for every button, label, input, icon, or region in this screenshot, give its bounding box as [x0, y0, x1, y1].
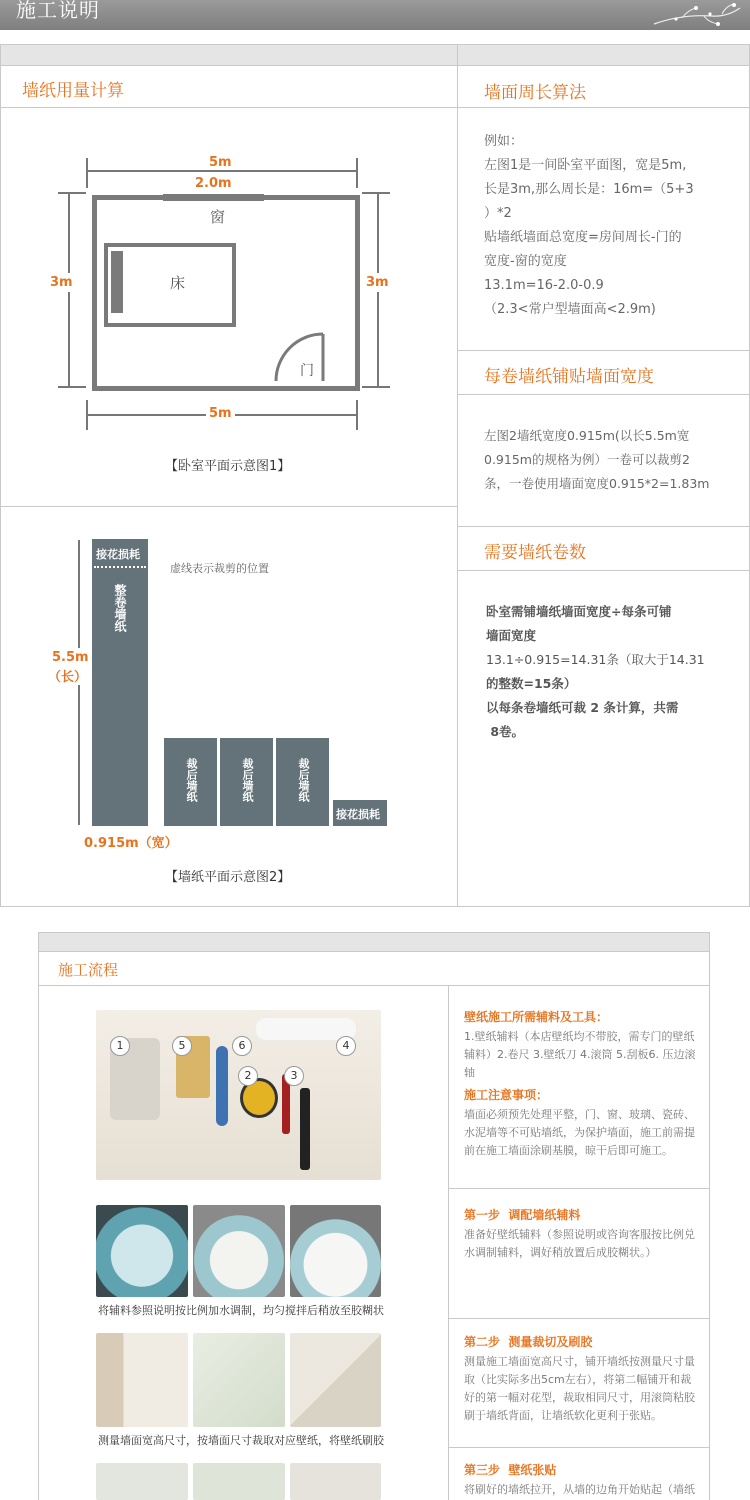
- wallpaper-usage-title: 墙纸用量计算: [22, 81, 124, 101]
- text-line: ）*2: [484, 206, 512, 221]
- text-line: 辅料）2.卷尺 3.壁纸刀 4.滚筒 5.刮板6. 压边滚轴: [464, 1048, 696, 1079]
- branch-ornament-icon: [652, 2, 742, 28]
- cut-strip-3-label: 裁后墙纸: [297, 758, 310, 802]
- full-roll: [92, 539, 148, 826]
- text-line: 贴墙纸墙面总宽度=房间周长-门的: [484, 230, 682, 245]
- loss-top-label: 接花损耗: [96, 548, 140, 561]
- page-title: 施工说明: [16, 0, 100, 22]
- text-line: 例如：: [484, 134, 524, 149]
- cut-strip-2-label: 裁后墙纸: [241, 758, 254, 802]
- text-line: 卧室需铺墙纸墙面宽度÷每条可铺: [486, 604, 672, 619]
- diagram2-caption: 【墙纸平面示意图2】: [165, 870, 291, 885]
- text-line: 好的第一幅对花型，裁取相同尺寸，用滚筒粘胶: [464, 1391, 695, 1404]
- bed-headboard: [111, 251, 123, 313]
- tool-number-6: 6: [232, 1036, 252, 1056]
- right-height-label: 3m: [366, 275, 389, 290]
- roll-count-title: 需要墙纸卷数: [484, 543, 586, 563]
- step3-photo-1: [96, 1463, 188, 1500]
- width-label: 0.915m（宽）: [84, 836, 178, 851]
- step3-photo-2: [193, 1463, 285, 1500]
- length-unit-label: （长）: [48, 666, 87, 685]
- text-line: 0.915m的规格为例）一卷可以裁剪2: [484, 452, 690, 467]
- text-line: 13.1÷0.915=14.31条（取大于14.31: [486, 652, 705, 667]
- length-label: 5.5m: [52, 650, 89, 665]
- roll-width-title: 每卷墙纸铺贴墙面宽度: [484, 367, 654, 387]
- notes-title: 施工注意事项：: [464, 1088, 549, 1102]
- text-line: 左图2墙纸宽度0.915m(以长5.5m宽: [484, 428, 690, 443]
- text-line: 长是3m,那么周长是：16m=（5+3: [484, 182, 694, 197]
- step2-caption: 测量墙面宽高尺寸，按墙面尺寸裁取对应壁纸，将壁纸刷胶: [98, 1434, 384, 1447]
- step3-title: 第三步 壁纸张贴: [464, 1463, 557, 1477]
- cut-strip-1-label: 裁后墙纸: [185, 758, 198, 802]
- cut-dashed-line: [94, 566, 146, 568]
- text-line: 宽度-窗的宽度: [484, 254, 567, 269]
- tool-number-3: 3: [284, 1066, 304, 1086]
- section1-top-band: [0, 45, 750, 65]
- tools-title: 壁纸施工所需辅料及工具：: [464, 1010, 609, 1024]
- tools-description: [464, 1028, 706, 1082]
- text-line: 墙面必须预先处理平整，门、窗、玻璃、瓷砖、: [464, 1108, 695, 1121]
- tool-number-4: 4: [336, 1036, 356, 1056]
- text-line: 条，一卷使用墙面宽度0.915*2=1.83m: [484, 476, 710, 491]
- step1-photo-3: [290, 1205, 381, 1297]
- process-title: 施工流程: [58, 961, 119, 979]
- step2-title: 第二步 测量裁切及刷胶: [464, 1335, 593, 1349]
- text-line: （2.3<常户型墙面高<2.9m): [484, 302, 656, 317]
- text-line: 前在施工墙面涂刷基膜，晾干后即可施工。: [464, 1144, 673, 1157]
- full-roll-label: 整卷墙纸: [113, 584, 127, 632]
- step2-photo-1: [96, 1333, 188, 1427]
- perimeter-method-title: 墙面周长算法: [484, 83, 586, 103]
- text-line: 将刷好的墙纸拉开，从墙的边角开始贴起（墙纸: [464, 1483, 695, 1496]
- text-line: 1.壁纸辅料（本店壁纸均不带胶，需专门的壁纸: [464, 1030, 695, 1043]
- step1-description: [464, 1226, 706, 1262]
- step1-photo-2: [193, 1205, 285, 1297]
- text-line: 的整数=15条）: [486, 676, 577, 691]
- tool-number-1: 1: [110, 1036, 130, 1056]
- text-line: 左图1是一间卧室平面图，宽是5m,: [484, 158, 687, 173]
- step3-photo-3: [290, 1463, 381, 1500]
- step1-caption: 将辅料参照说明按比例加水调制，均匀搅拌后稍放至胶糊状: [98, 1304, 384, 1317]
- text-line: 8卷。: [486, 724, 525, 739]
- step2-description: [464, 1353, 706, 1425]
- text-line: 准备好壁纸辅料（参照说明或咨询客服按比例兑: [464, 1228, 695, 1241]
- window-width-label: 2.0m: [195, 176, 232, 191]
- bed-label: 床: [170, 274, 186, 292]
- header-bar: [0, 0, 750, 30]
- step3-description: [464, 1481, 706, 1499]
- text-line: 以每条卷墙纸可裁 2 条计算，共需: [486, 700, 679, 715]
- window-label: 窗: [210, 208, 226, 226]
- text-line: 测量施工墙面宽高尺寸，铺开墙纸按测量尺寸量: [464, 1355, 695, 1368]
- diagram1-caption: 【卧室平面示意图1】: [165, 459, 291, 474]
- loss-bottom-label: 接花损耗: [336, 808, 380, 821]
- text-line: 水泥墙等不可贴墙纸，为保护墙面，施工前需提: [464, 1126, 695, 1139]
- cut-note: 虚线表示裁剪的位置: [170, 562, 269, 575]
- roller-handle: [300, 1088, 310, 1170]
- step1-title: 第一步 调配墙纸辅料: [464, 1208, 581, 1222]
- door-label: 门: [300, 363, 314, 379]
- seam-roller: [216, 1046, 228, 1126]
- step2-photo-3: [290, 1333, 381, 1427]
- text-line: 取（比实际多出5cm左右），将第二幅铺开和裁: [464, 1373, 692, 1386]
- step1-photo-1: [96, 1205, 188, 1297]
- notes-description: [464, 1106, 706, 1160]
- text-line: 13.1m=16-2.0-0.9: [484, 278, 604, 293]
- bottom-width-label: 5m: [206, 406, 235, 421]
- tool-number-2: 2: [238, 1066, 258, 1086]
- left-height-label: 3m: [50, 275, 73, 290]
- text-line: 水调制辅料，调好稍放置后成胶糊状。）: [464, 1246, 657, 1259]
- section2-top-band: [38, 933, 710, 951]
- perimeter-explanation: [484, 130, 746, 322]
- roll-count-explanation: [486, 600, 748, 744]
- window-marker: [163, 194, 264, 201]
- text-line: 刷于墙纸背面，让墙纸软化更利于张贴。: [464, 1409, 662, 1422]
- text-line: 墙面宽度: [486, 628, 537, 643]
- tool-number-5: 5: [172, 1036, 192, 1056]
- step2-photo-2: [193, 1333, 285, 1427]
- top-width-label: 5m: [206, 155, 235, 170]
- roll-width-explanation: [484, 424, 748, 496]
- tools-photo: [96, 1010, 381, 1180]
